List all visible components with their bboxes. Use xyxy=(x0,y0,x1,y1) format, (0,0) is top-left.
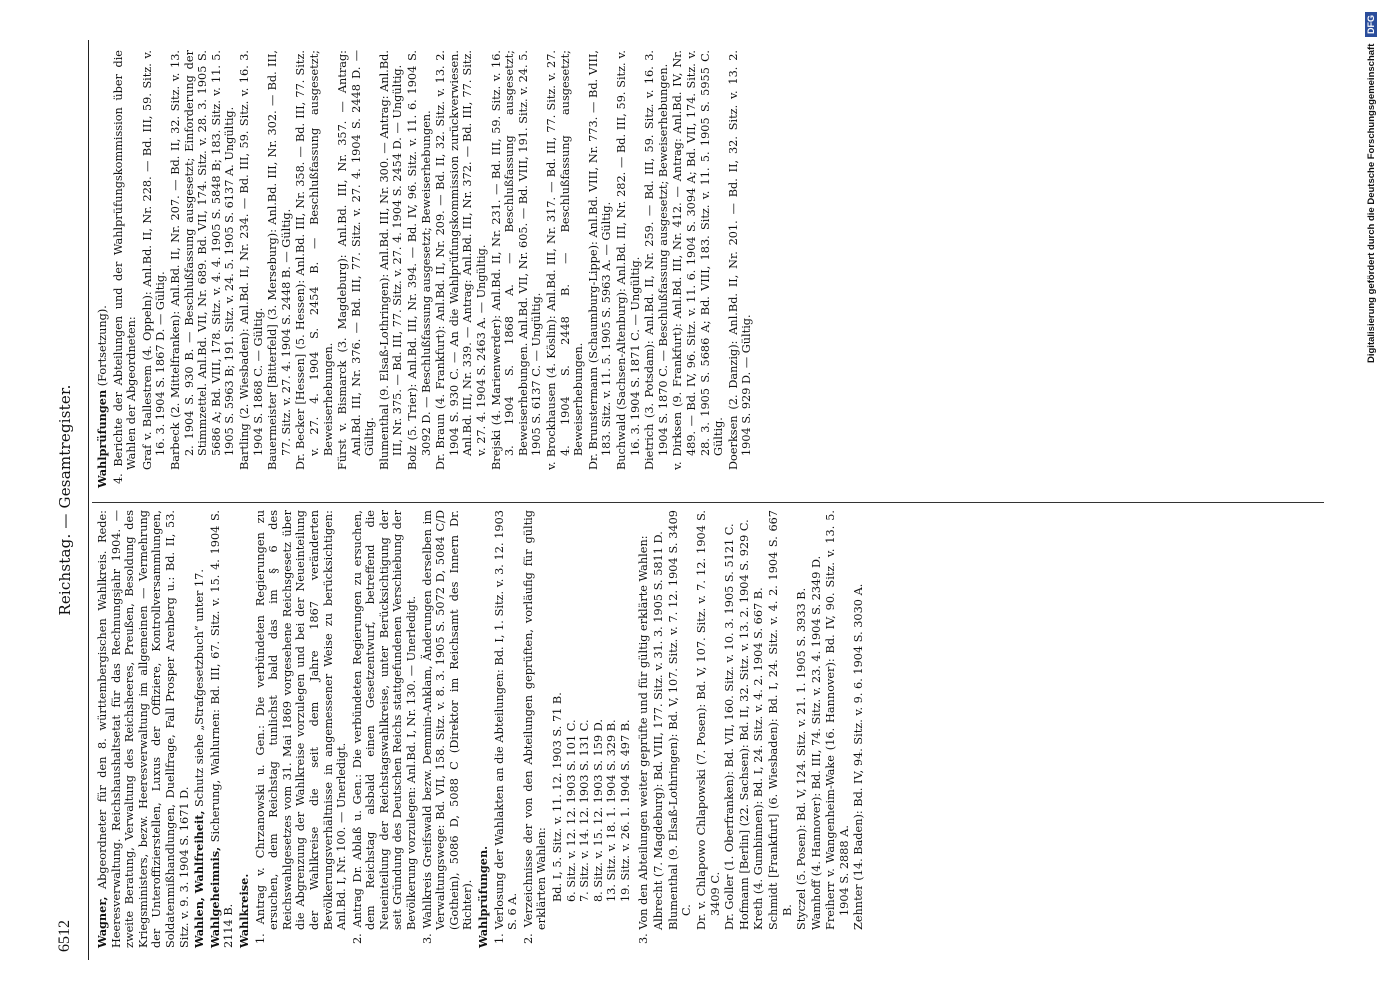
numbered-subentry xyxy=(522,510,549,948)
entry-text: (Fortsetzung). xyxy=(96,305,109,390)
member-entry: Dr. v. Chlapowo Chlapowski (7. Posen): Bd. V, 107. Sitz. v. 7. 12. 1904 S. 3409 C. xyxy=(694,510,722,930)
subentry-text: Antrag v. Chrzanowski u. Gen.: Die verbündeten Regierungen zu ersuchen, dem Reichstag tunlichst bald das im § 6 des Reichswahlgesetzes vom 31. Mai 1869 vorgesehene Reichsgesetz über die Abgrenzung der Wahlkreise vorzulegen und bei der Neueinteilung der Wahlkreise die seit dem Jahre 1867 veränderten Bevölkerungsverhältnisse in angemessener Weise zu berücksichtigen: Anl.Bd. I, Nr. 100. — Unerledigt. xyxy=(253,510,349,934)
header-rule xyxy=(88,40,89,960)
subentry-number: 3. xyxy=(420,933,434,944)
entry-heading: Wahlkreise. xyxy=(236,873,251,948)
member-entry: Blumenthal (9. Elsaß-Lothringen): Bd. V, 107. Sitz. v. 7. 12. 1904 S. 3409 C. xyxy=(666,510,694,930)
entry-heading: Wagner, xyxy=(95,896,109,948)
session-line: 19. Sitz. v. 26. 1. 1904 S. 497 B. xyxy=(618,719,632,902)
member-entry: Albrecht (7. Magdeburg): Bd. VIII, 177. Sitz. v. 31. 3. 1905 S. 5811 D. xyxy=(652,531,666,930)
member-entry: Dr. Braun (4. Frankfurt): Anl.Bd. II, Nr. 209. — Bd. II, 32. Sitz. v. 13. 2. 1904 S. 930 C. — An die Wahlprüfungskommission zurückverwiesen. Anl.Bd. III, Nr. 339. — Antrag: Anl.Bd. III, Nr. 372. — Bd. III, 77. Sitz. v. 27. 4. 1904 S. 2463 A. — Ungültig. xyxy=(434,50,489,470)
column-divider xyxy=(92,502,1324,503)
subentry-text: Verzeichnisse der von den Abteilungen geprüften, vorläufig für gültig erklärten Wahlen: xyxy=(521,510,549,934)
entry-text: Sicherung, Wahlurnen: Bd. III, 67. Sitz. v. 15. 4. 1904 S. 2114 B. xyxy=(208,510,236,948)
right-column xyxy=(96,50,755,488)
member-entry: Zehnter (14. Baden): Bd. IV, 94. Sitz. v. 9. 6. 1904 S. 3030 A. xyxy=(852,583,866,930)
digitization-note xyxy=(1365,12,1379,988)
member-entry: Bolz (5. Trier): Anl.Bd. III, Nr. 394. — Bd. IV, 96. Sitz. v. 11. 6. 1904 S. 3092 D. — Beschlußfassung ausgesetzt; Beweiserhebungen. xyxy=(406,50,433,470)
session-line: 6. Sitz. v. 12. 12. 1903 S. 101 C. xyxy=(564,719,578,902)
member-entry: Barbeck (2. Mittelfranken): Anl.Bd. II, Nr. 207. — Bd. II, 32. Sitz. v. 13. 2. 1904 S. 930 B. — Beschlußfassung ausgesetzt; Einforderung der Stimmzettel. Anl.Bd. VII, Nr. 689. Bd. VII, 174. Sitz. v. 28. 3. 1905 S. 5686 A; Bd. VIII, 178. Sitz. v. 4. 4. 1905 S. 5848 B; 183. Sitz. v. 11. 5. 1905 S. 5963 B; 191. Sitz. v. 24. 5. 1905 S. 6137 A. Ungültig. xyxy=(168,50,237,470)
member-entry: Kreth (4. Gumbinnen): Bd. I, 24. Sitz. v. 4. 2. 1904 S. 667 B. xyxy=(752,587,766,930)
entry-heading: Wahlprüfungen xyxy=(95,389,109,488)
index-entry xyxy=(96,510,191,948)
entry-text: Schutz siehe „Strafgesetzbuch“ unter 17. xyxy=(193,569,207,811)
numbered-subentry xyxy=(637,510,651,948)
left-column xyxy=(96,510,867,948)
numbered-subentry xyxy=(421,510,475,948)
subentry-text: Wahlkreis Greifswald bezw. Demmin-Anklam, Änderungen derselben im Verwaltungswege: Bd. VII, 158. Sitz. v. 8. 3. 1905 S. 5072 D, 5084 C/D (Gothein), 5086 D, 5088 C (Direktor im Reichsamt des Innern Dr. Richter). xyxy=(420,510,475,934)
subentry-number: 2. xyxy=(521,933,535,944)
subentry-text: Berichte der Abteilungen und der Wahlprüfungskommission über die Wahlen der Abgeordneten: xyxy=(111,50,139,474)
page-header xyxy=(56,40,86,960)
member-entry: Styczel (5. Posen): Bd. V, 124. Sitz. v. 21. 1. 1905 S. 3933 B. xyxy=(795,587,809,930)
session-line: 13. Sitz. v. 18. 1. 1904 S. 329 B. xyxy=(605,719,619,902)
numbered-subentry xyxy=(254,510,349,948)
member-entry: Freiherr v. Wangenheim-Wake (16. Hannover): Bd. IV, 90. Sitz. v. 13. 5. 1904 S. 2888 A. xyxy=(824,510,851,930)
numbered-subentry xyxy=(493,510,520,948)
member-entry: Bauermeister [Bitterfeld] (3. Merseburg): Anl.Bd. III, Nr. 302. — Bd. III, 77. Sitz. v. 27. 4. 1904 S. 2448 B. — Gültig. xyxy=(266,50,293,470)
member-entry: Blumenthal (9. Elsaß-Lothringen): Anl.Bd. III, Nr. 300. — Antrag: Anl.Bd. III, Nr. 375. — Bd. III, 77. Sitz. v. 27. 4. 1904 S. 2454 D. — Ungültig. xyxy=(377,50,405,470)
entry-heading: Wahlprüfungen. xyxy=(476,845,491,948)
member-entry: Dr. Becker [Hessen] (5. Hessen): Anl.Bd. III, Nr. 358. — Bd. III, 77. Sitz. v. 27. 4. 1904 S. 2454 B. — Beschlußfassung ausgesetzt; Beweiserhebungen. xyxy=(294,50,335,470)
subentry-text: Verlosung der Wahlakten an die Abteilungen: Bd. I, 1. Sitz. v. 3. 12. 1903 S. 6 A. xyxy=(492,510,520,934)
entry-heading: Wahlen, Wahlfreiheit, xyxy=(192,810,207,948)
digitization-note-text: Digitalisierung gefördert durch die Deutsche Forschungsgemeinschaft xyxy=(1366,43,1377,363)
subentry-text: Antrag Dr. Ablaß u. Gen.: Die verbündeten Regierungen zu ersuchen, dem Reichstag alsbald einen Gesetzentwurf, betreffend die Neueinteilung der Reichstagswahlkreise, unter Berücksichtigung der seit Gründung des Deutschen Reichs stattgefundenen Verschiebung der Bevölkerung vorzulegen: Anl.Bd. I, Nr. 130. — Unerledigt. xyxy=(350,510,419,934)
member-entry: v. Brockhausen (4. Köslin): Anl.Bd. III, Nr. 317. — Bd. III, 77. Sitz. v. 27. 4. 1904 S. 2448 B. — Beschlußfassung ausgesetzt; Beweiserhebungen. xyxy=(545,50,586,470)
page-number: 6512 xyxy=(56,920,73,952)
member-entry: Doerksen (2. Danzig): Anl.Bd. II, Nr. 201. — Bd. II, 32. Sitz. v. 13. 2. 1904 S. 929 D. — Gültig. xyxy=(726,50,754,470)
subentry-number: 1. xyxy=(492,933,506,944)
member-entry: Wamhoff (4. Hannover): Bd. III, 74. Sitz. v. 23. 4. 1904 S. 2349 D. xyxy=(809,555,823,930)
member-entry: Bartling (2. Wiesbaden): Anl.Bd. II, Nr. 234. — Bd. III, 59. Sitz. v. 16. 3. 1904 S. 1868 C. — Gültig. xyxy=(237,50,265,470)
member-entry: Buchwald (Sachsen-Altenburg): Anl.Bd. III, Nr. 282. — Bd. III, 59. Sitz. v. 16. 3. 1904 S. 1871 C. — Ungültig. xyxy=(614,50,642,470)
session-list xyxy=(551,510,633,948)
numbered-subentry xyxy=(351,510,419,948)
subentry-number: 2. xyxy=(350,933,364,944)
member-entry: Brejski (4. Marienwerder): Anl.Bd. II, Nr. 231. — Bd. III, 59. Sitz. v. 16. 3. 1904 S. 1868 A. — Beschlußfassung ausgesetzt; Beweiserhebungen. Anl.Bd. VII, Nr. 605. — Bd. VIII, 191. Sitz. v. 24. 5. 1905 S. 6137 C. — Ungültig. xyxy=(489,50,544,470)
session-line: 7. Sitz. v. 14. 12. 1903 S. 131 C. xyxy=(578,719,592,902)
member-entry: Schmidt [Frankfurt] (6. Wiesbaden): Bd. I, 24. Sitz. v. 4. 2. 1904 S. 667 B. xyxy=(766,510,794,930)
session-line: Bd. I, 5. Sitz. v. 11. 12. 1903 S. 71 B. xyxy=(551,692,564,902)
subentry-number: 4. xyxy=(111,473,125,484)
member-entry: Dietrich (3. Potsdam): Anl.Bd. II, Nr. 259. — Bd. III, 59. Sitz. v. 16. 3. 1904 S. 1870 C. — Beschlußfassung ausgesetzt; Beweiserhebungen. xyxy=(643,50,670,470)
index-entry xyxy=(193,510,207,948)
member-entry: v. Dirksen (9. Frankfurt): Anl.Bd. III, Nr. 412. — Antrag: Anl.Bd. IV, Nr. 489. — Bd. IV, 96. Sitz. v. 11. 6. 1904 S. 3094 A; Bd. VII, 174. Sitz. v. 28. 3. 1905 S. 5686 A; Bd. VIII, 183. Sitz. v. 11. 5. 1905 S. 5955 C. Gültig. xyxy=(671,50,726,470)
member-entry: Graf v. Ballestrem (4. Oppeln): Anl.Bd. II, Nr. 228. — Bd. III, 59. Sitz. v. 16. 3. 1904 S. 1867 D. — Gültig. xyxy=(140,50,168,470)
member-entry: Fürst v. Bismarck (3. Magdeburg): Anl.Bd. III, Nr. 357. — Antrag: Anl.Bd. III, Nr. 376. — Bd. III, 77. Sitz. v. 27. 4. 1904 S. 2448 D. — Gültig. xyxy=(336,50,377,470)
index-entry xyxy=(209,510,236,948)
running-head: Reichstag. — Gesamtregister. xyxy=(56,384,74,616)
numbered-subentry xyxy=(112,50,139,488)
subentry-text: Von den Abteilungen weiter geprüfte und für gültig erklärte Wahlen: xyxy=(636,535,650,934)
entry-heading: Wahlgeheimnis, xyxy=(207,846,222,948)
member-entry: Dr. Brunstermann (Schaumburg-Lippe): Anl.Bd. VIII, Nr. 773. — Bd. VIII, 183. Sitz. v. 11. 5. 1905 S. 5963 A. — Gültig. xyxy=(586,50,614,470)
index-entry xyxy=(96,50,110,488)
subentry-number: 1. xyxy=(253,933,267,944)
index-entry xyxy=(477,510,491,948)
subentry-number: 3. xyxy=(636,933,650,944)
entry-text: Abgeordneter für den 8. württembergischen Wahlkreis. Rede: Heeresverwaltung. Reichshaushaltsetat für das Rechnungsjahr 1904. — zweite Beratung, Verwaltung des Reichsheeres, Preußen, Besoldung des Kriegsministers, bezw. Heeresverwaltung im allgemeinen — Vermehrung der Unteroffizierstellen, Luxus der Offiziere, Kontrollversammlungen, Soldatenmißhandlungen, Duellfrage, Fall Prosper Arenberg u.: Bd. II, 53. Sitz. v. 9. 3. 1904 S. 1671 D. xyxy=(96,510,191,948)
dfg-logo: DFG xyxy=(1365,12,1377,37)
member-entry: Hofmann [Berlin] (22. Sachsen): Bd. II, 32. Sitz. v. 13. 2. 1904 S. 929 C. xyxy=(737,519,751,930)
session-line: 8. Sitz. v. 15. 12. 1903 S. 159 D. xyxy=(591,719,605,902)
index-entry xyxy=(238,510,252,948)
member-entry: Dr. Goller (1. Oberfranken): Bd. VII, 160. Sitz. v. 10. 3. 1905 S. 5121 C. xyxy=(723,523,737,930)
